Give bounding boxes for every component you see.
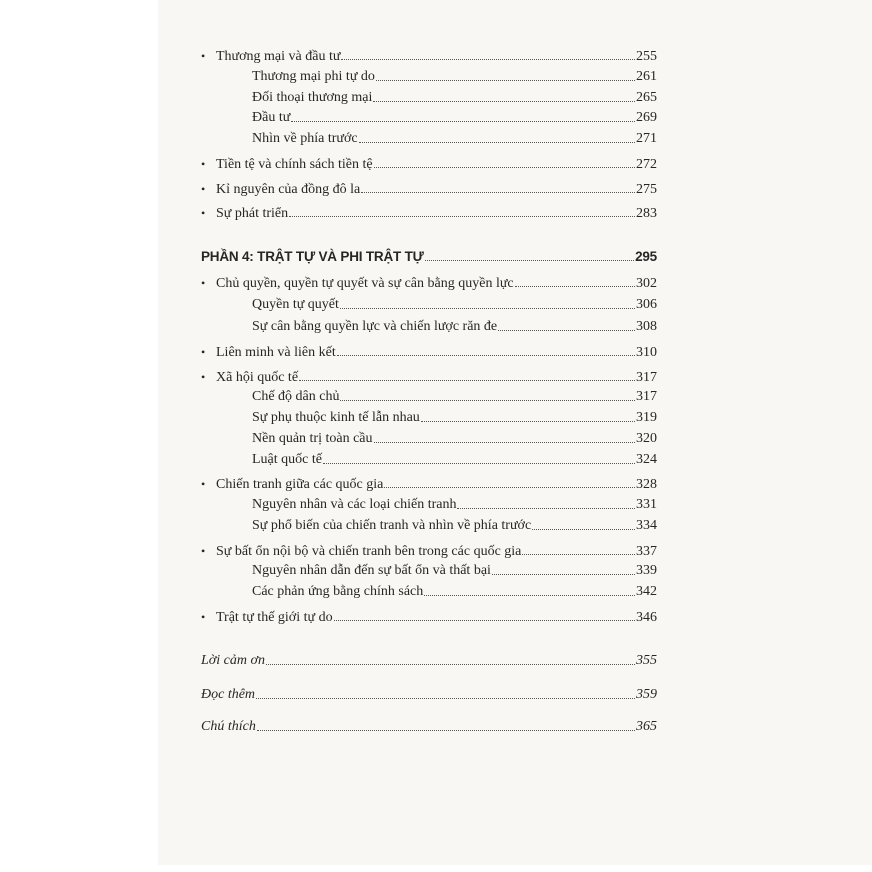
dot-leader	[291, 120, 635, 122]
bullet-icon: •	[201, 182, 206, 196]
dot-leader	[266, 663, 635, 665]
toc-entry	[252, 88, 657, 108]
toc-entry-title: Chú thích	[201, 719, 256, 734]
toc-entry-title: Sự phát triển	[216, 206, 289, 221]
toc-entry	[201, 717, 657, 737]
toc-page-number: 355	[636, 653, 657, 668]
toc-entry	[252, 67, 657, 87]
dot-leader	[424, 594, 635, 596]
toc-entry-title: Chiến tranh giữa các quốc gia	[216, 477, 384, 492]
dot-leader	[334, 619, 635, 621]
toc-entry	[201, 46, 657, 66]
dot-leader	[498, 329, 635, 331]
toc-entry	[201, 474, 657, 494]
toc-page-number: 272	[636, 157, 657, 172]
toc-entry-title: Các phản ứng bằng chính sách	[252, 584, 424, 599]
toc-entry	[201, 179, 657, 199]
toc-entry-title: Quyền tự quyết	[252, 297, 339, 312]
toc-page-number: 320	[636, 431, 657, 446]
dot-leader	[522, 553, 635, 555]
bullet-icon: •	[201, 610, 206, 624]
toc-page-number: 328	[636, 477, 657, 492]
toc-entry	[252, 408, 657, 428]
toc-entry-title: Nguyên nhân và các loại chiến tranh	[252, 497, 457, 512]
bullet-icon: •	[201, 345, 206, 359]
toc-entry	[201, 685, 657, 705]
toc-page-number: 302	[636, 276, 657, 291]
toc-entry-title: Thương mại và đầu tư	[216, 49, 341, 64]
toc-entry	[252, 317, 657, 337]
toc-entry	[201, 367, 657, 387]
toc-entry-title: Sự phổ biến của chiến tranh và nhìn về phía trước	[252, 518, 532, 533]
bullet-icon: •	[201, 544, 206, 558]
dot-leader	[376, 79, 635, 81]
dot-leader	[421, 420, 635, 422]
bullet-icon: •	[201, 157, 206, 171]
toc-entry	[201, 342, 657, 362]
toc-entry-title: Đọc thêm	[201, 687, 256, 702]
toc-page-number: 265	[636, 90, 657, 105]
dot-leader	[359, 141, 635, 143]
toc-entry	[252, 387, 657, 407]
dot-leader	[256, 697, 635, 699]
dot-leader	[532, 528, 635, 530]
toc-page-number: 339	[636, 563, 657, 578]
toc-entry-title: Thương mại phi tự do	[252, 69, 375, 84]
dot-leader	[374, 166, 635, 168]
toc-entry	[252, 561, 657, 581]
toc-entry-title: Liên minh và liên kết	[216, 345, 336, 360]
dot-leader	[341, 58, 635, 60]
toc-entry	[252, 108, 657, 128]
toc-entry-title: Lời cảm ơn	[201, 653, 265, 668]
toc-page-number: 255	[636, 49, 657, 64]
toc-page-number: 306	[636, 297, 657, 312]
toc-entry-title: Nền quản trị toàn cầu	[252, 431, 373, 446]
toc-page-number: 317	[636, 389, 657, 404]
toc-entry	[252, 495, 657, 515]
dot-leader	[289, 215, 635, 217]
toc-entry-title: Tiền tệ và chính sách tiền tệ	[216, 157, 373, 172]
toc-entry-title: Xã hội quốc tế	[216, 370, 299, 385]
toc-entry-title: Chế độ dân chủ	[252, 389, 340, 404]
toc-page-number: 334	[636, 518, 657, 533]
toc-page-number: 275	[636, 182, 657, 197]
toc-entry	[201, 651, 657, 671]
toc-entry-title: Luật quốc tế	[252, 452, 322, 467]
toc-entry-title: Trật tự thế giới tự do	[216, 610, 333, 625]
dot-leader	[374, 441, 635, 443]
toc-entry	[252, 129, 657, 149]
toc-page-number: 271	[636, 131, 657, 146]
toc-entry-title: Nguyên nhân dẫn đến sự bất ổn và thất bại	[252, 563, 491, 578]
toc-entry-title: Kỉ nguyên của đồng đô la	[216, 182, 361, 197]
dot-leader	[257, 729, 635, 731]
toc-part-heading	[201, 247, 657, 267]
bullet-icon: •	[201, 370, 206, 384]
toc-entry	[201, 154, 657, 174]
toc-page-number: 308	[636, 319, 657, 334]
toc-page-number: 317	[636, 370, 657, 385]
dot-leader	[457, 507, 635, 509]
toc-entry	[252, 582, 657, 602]
toc-entry-title: Đối thoại thương mại	[252, 90, 373, 105]
toc-entry	[201, 541, 657, 561]
toc-entry-title: Chủ quyền, quyền tự quyết và sự cân bằng quyền lực	[216, 276, 514, 291]
toc-entry-title: Sự phụ thuộc kinh tế lẫn nhau	[252, 410, 420, 425]
dot-leader	[425, 259, 634, 261]
toc-entry-title: Sự bất ổn nội bộ và chiến tranh bên trong các quốc gia	[216, 544, 522, 559]
toc-page-number: 331	[636, 497, 657, 512]
toc-page-number: 337	[636, 544, 657, 559]
toc-page-number: 310	[636, 345, 657, 360]
toc-page-number: 295	[635, 249, 657, 264]
bullet-icon: •	[201, 206, 206, 220]
toc-entry-title: Sự cân bằng quyền lực và chiến lược răn đe	[252, 319, 498, 334]
dot-leader	[337, 354, 635, 356]
dot-leader	[515, 285, 635, 287]
dot-leader	[492, 573, 635, 575]
dot-leader	[373, 100, 635, 102]
toc-entry-title: Đầu tư	[252, 110, 291, 125]
toc-page-number: 342	[636, 584, 657, 599]
toc-entry	[201, 607, 657, 627]
toc-entry	[201, 273, 657, 293]
toc-entry	[252, 429, 657, 449]
dot-leader	[340, 307, 635, 309]
toc-page-number: 261	[636, 69, 657, 84]
toc-entry	[201, 203, 657, 223]
toc-page-number: 346	[636, 610, 657, 625]
toc-entry-title: PHẦN 4: TRẬT TỰ VÀ PHI TRẬT TỰ	[201, 249, 424, 264]
dot-leader	[323, 462, 635, 464]
toc-page-number: 359	[636, 687, 657, 702]
toc-entry-title: Nhìn về phía trước	[252, 131, 358, 146]
toc-entry	[252, 450, 657, 470]
dot-leader	[340, 399, 635, 401]
bullet-icon: •	[201, 477, 206, 491]
dot-leader	[299, 379, 635, 381]
toc-entry	[252, 516, 657, 536]
dot-leader	[361, 191, 635, 193]
toc-entry	[252, 295, 657, 315]
toc-page-number: 283	[636, 206, 657, 221]
toc-page-number: 319	[636, 410, 657, 425]
bullet-icon: •	[201, 49, 206, 63]
dot-leader	[384, 486, 635, 488]
toc-page-number: 269	[636, 110, 657, 125]
bullet-icon: •	[201, 276, 206, 290]
toc-page-number: 324	[636, 452, 657, 467]
toc-page-number: 365	[636, 719, 657, 734]
